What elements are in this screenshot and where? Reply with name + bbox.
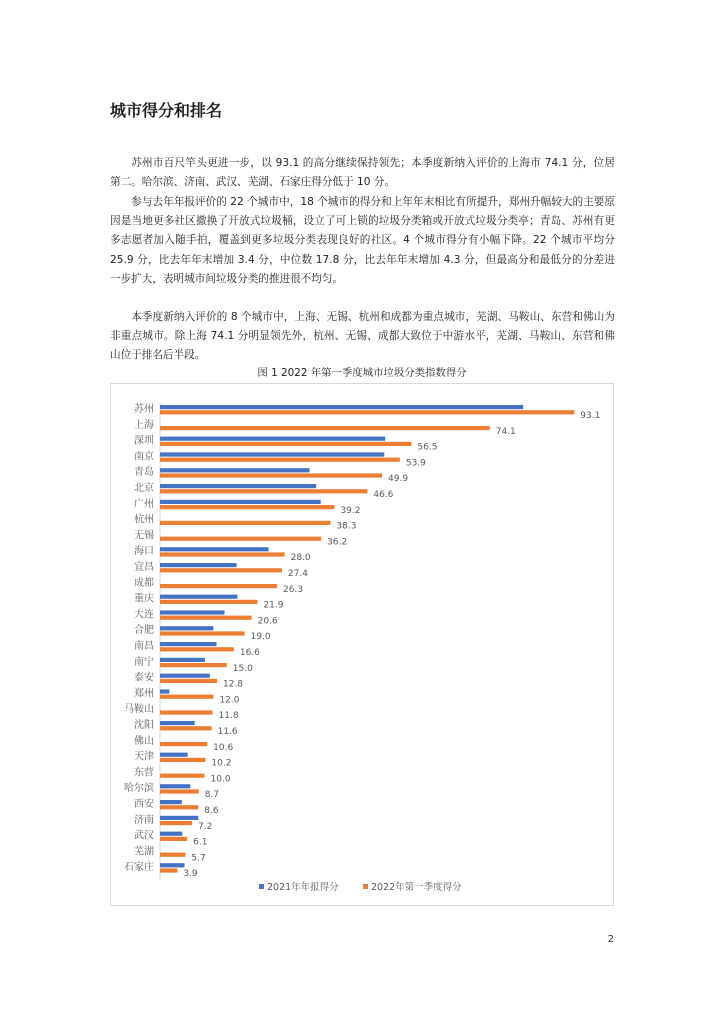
bar-2021 (160, 642, 217, 646)
category-label: 合肥 (134, 625, 154, 637)
bar-2021 (160, 658, 205, 662)
category-label: 无锡 (134, 530, 154, 542)
bar-2021 (160, 405, 523, 409)
bar-2021 (160, 832, 182, 836)
data-label: 12.8 (222, 679, 244, 690)
bar-2021 (160, 547, 269, 551)
category-label: 泰安 (134, 672, 154, 684)
category-label: 郑州 (134, 688, 154, 700)
bar-2021 (160, 563, 237, 567)
category-label: 天津 (134, 751, 154, 763)
data-label: 21.9 (263, 600, 284, 611)
category-label: 佛山 (134, 735, 154, 747)
data-label: 27.4 (287, 569, 308, 579)
bar-2022 (160, 774, 205, 778)
bar-2022 (160, 600, 257, 604)
data-label: 28.0 (290, 553, 311, 564)
bar-2022 (160, 426, 490, 430)
bar-2022 (160, 489, 367, 493)
category-label: 石家庄 (124, 862, 154, 874)
category-label: 南宁 (134, 656, 154, 668)
bar-2021 (160, 452, 384, 456)
bar-2021 (160, 500, 321, 504)
bar-2022 (160, 584, 277, 588)
category-label: 东营 (134, 767, 154, 779)
category-label: 马鞍山 (124, 704, 154, 716)
data-label: 12.0 (219, 695, 240, 706)
bar-2022 (160, 789, 199, 793)
category-label: 深圳 (134, 435, 154, 447)
data-label: 20.6 (257, 616, 278, 627)
data-label: 8.7 (204, 790, 220, 801)
bar-2022 (160, 537, 321, 541)
bar-2021 (160, 800, 182, 804)
paragraph-1: 苏州市百尺竿头更进一步，以 93.1 的高分继续保持领先；本季度新纳入评价的上海市 74.1 分，位居第二。哈尔滨、济南、武汉、芜湖、石家庄得分低于 10 分。 (110, 157, 615, 189)
category-label: 济南 (134, 814, 154, 826)
data-label: 3.9 (183, 869, 198, 880)
bar-2022 (160, 631, 245, 635)
category-label: 宜昌 (134, 562, 154, 573)
category-label: 沈阳 (134, 720, 154, 731)
bar-2021 (160, 863, 184, 867)
section-heading: 城市得分和排名 (110, 101, 223, 120)
data-label: 16.6 (239, 648, 260, 658)
bar-2021 (160, 595, 237, 599)
category-label: 重庆 (134, 593, 154, 605)
bar-2021 (160, 610, 225, 614)
bar-2021 (160, 721, 195, 725)
data-label: 53.9 (405, 458, 426, 469)
bar-2022 (160, 616, 252, 620)
page-number: 2 (607, 934, 614, 945)
bar-2022 (160, 679, 217, 683)
bar-2021 (160, 468, 310, 472)
bar-2022 (160, 758, 205, 762)
category-label: 武汉 (134, 830, 154, 842)
figure-caption: 图 1 2022 年第一季度城市垃圾分类指数得分 (257, 367, 467, 379)
bar-2021 (160, 753, 188, 757)
chart-container (110, 383, 614, 906)
bar-2022 (160, 805, 198, 809)
bar-2022 (160, 695, 213, 699)
data-label: 74.1 (495, 426, 516, 437)
category-label: 海口 (134, 546, 154, 558)
category-label: 杭州 (134, 514, 154, 526)
bar-2021 (160, 674, 210, 678)
data-label: 11.8 (218, 711, 239, 722)
category-label: 哈尔滨 (124, 783, 154, 795)
bar-2022 (160, 837, 187, 841)
bar-2022 (160, 663, 227, 667)
data-label: 39.2 (340, 505, 361, 516)
bar-2022 (160, 868, 177, 872)
bar-2022 (160, 521, 330, 525)
bar-2021 (160, 816, 198, 820)
data-label: 8.6 (204, 806, 219, 816)
data-label: 15.0 (232, 663, 253, 674)
legend-swatch-2021 (259, 884, 264, 889)
data-label: 11.6 (217, 727, 238, 737)
category-label: 南京 (134, 451, 154, 463)
legend-label-2022: 2022年第一季度得分 (371, 882, 462, 893)
data-label: 46.6 (373, 490, 394, 500)
data-label: 10.0 (210, 774, 231, 785)
data-label: 38.3 (336, 521, 357, 532)
category-label: 成都 (134, 577, 154, 589)
category-label: 广州 (134, 498, 154, 510)
data-label: 7.2 (198, 821, 213, 832)
bar-2022 (160, 442, 411, 446)
data-label: 26.3 (283, 584, 304, 595)
paragraph-2: 参与去年年报评价的 22 个城市中，18 个城市的得分和上年年末相比有所提升，郑州升幅较大的主要原因是当地更多社区撤换了开放式垃圾桶，设立了可上锁的垃圾分类箱或开放式垃圾分类亭；青岛、苏州有更多志愿者加入随手拍，覆盖到更多垃圾分类表现良好的社区。4 个城市得分有小幅下降。22 个城市平均分 25.9 分，比去年年末增加 3.4 分，中位数 17.8 分，比去年年末增加 4.3 分，但最高分和最低分的分差进一步扩大，表明城市间垃圾分类的推进很不均匀。 (110, 196, 615, 285)
category-label: 北京 (134, 483, 154, 494)
category-label: 上海 (134, 419, 154, 431)
bar-2022 (160, 458, 400, 462)
data-label: 10.6 (213, 742, 234, 753)
category-label: 西安 (134, 799, 154, 810)
legend-swatch-2022 (363, 884, 368, 889)
bar-2022 (160, 742, 207, 746)
category-label: 南昌 (134, 641, 154, 652)
bar-2021 (160, 484, 316, 488)
data-label: 36.2 (327, 537, 348, 548)
data-label: 56.5 (417, 442, 438, 453)
category-label: 大连 (134, 609, 154, 621)
category-label: 青岛 (134, 467, 154, 479)
data-label: 10.2 (211, 758, 232, 769)
bar-2021 (160, 626, 213, 630)
data-label: 49.9 (388, 474, 409, 485)
bar-2022 (160, 726, 212, 730)
data-label: 6.1 (193, 837, 208, 848)
paragraph-3: 本季度新纳入评价的 8 个城市中，上海、无锡、杭州和成都为重点城市，芜湖、马鞍山、东营和佛山为非重点城市。除上海 74.1 分明显领先外，杭州、无锡、成都大致位于中游水平，芜湖、马鞍山、东营和佛山位于排名后半段。 (110, 311, 615, 362)
bar-2022 (160, 710, 213, 714)
bar-2022 (160, 473, 382, 477)
data-label: 5.7 (191, 853, 206, 864)
legend-label-2021: 2021年年报得分 (267, 882, 339, 893)
bar-2021 (160, 784, 190, 788)
bar-2022 (160, 568, 282, 572)
bar-chart (111, 384, 613, 905)
bar-2021 (160, 689, 169, 693)
bar-2022 (160, 552, 285, 556)
bar-2022 (160, 505, 334, 509)
bar-2021 (160, 437, 385, 441)
bar-2022 (160, 410, 574, 414)
category-label: 芜湖 (134, 846, 154, 858)
bar-2022 (160, 647, 234, 651)
category-label: 苏州 (134, 404, 154, 415)
data-label: 93.1 (580, 411, 601, 421)
data-label: 19.0 (250, 632, 271, 643)
bar-2022 (160, 853, 185, 857)
bar-2022 (160, 821, 192, 825)
